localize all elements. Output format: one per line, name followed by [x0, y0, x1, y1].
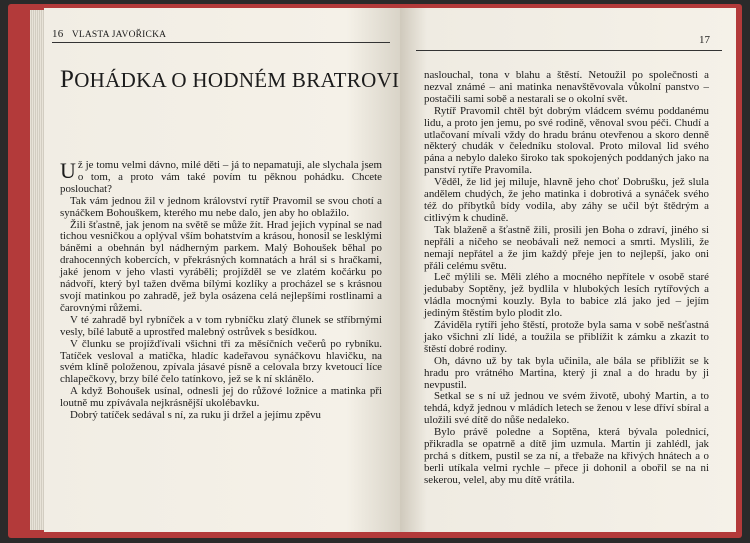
- paragraph: Tak blaženě a šťastně žili, prosili jen Boha o zdraví, jiného si nepřáli a ničeho se neobávali než nemoci a smrti. Myslili, že nemají nepřátel a že jim každý přeje jen to nejlepší, jako oni přáli celému světu.: [424, 223, 709, 272]
- paragraph: Tak vám jednou žil v jednom království rytíř Pravomil se svou chotí a synáčkem Bohouškem, kterého mu nebe dalo, jen aby ho oblažilo.: [60, 194, 382, 219]
- paragraph: A když Bohoušek usínal, odnesli jej do růžové ložnice a matinka při loutně mu zpívávala nejkrásnější ukolébavku.: [60, 385, 382, 410]
- paragraph: Oh, dávno už by tak byla učinila, ale bála se přiblížit se k hradu pro vrátného Martina, který ji znal a do hradu by ji nevpustil.: [424, 354, 709, 391]
- paragraph: Bylo právě poledne a Soptěna, která bývala polednicí, přikradla se opatrně a dítě jim uzmula. Martin ji zahlédl, jak prchá s dítkem, pustil se za ní, a třebaže na křivých hnátech a o berli utíkala velmi rychle – přece ji dohonil a obořil se na ni sekerou, velel, aby mu dítě vrátila.: [424, 426, 709, 486]
- paragraph: V člunku se projížďívali všichni tři za měsíčních večerů po rybníku. Tatíček vesloval a matička, hladíc kadeřavou synáčkovu hlavičku, na svém klíně položenou, zpívala jásavé písně a celovala brzy kvetoucí líce chlapečkovy, brzy bílé čelo tatínkovo, jež se k ní sklánělo.: [60, 337, 382, 386]
- paragraph: Věděl, že lid jej miluje, hlavně jeho choť Dobrušku, jež slula andělem chudých, že jeho matinka i dobrotivá a synáček svého též do příbytků bídy vodila, aby záhy se učil být štědrým a citlivým k chudině.: [424, 176, 709, 224]
- page-edges: [30, 10, 44, 530]
- left-header-rule: [52, 42, 390, 43]
- right-header-rule: [416, 50, 722, 51]
- paragraph: Už je tomu velmi dávno, milé děti – já to nepamatuji, ale slychala jsem o tom, a proto vám také povím tu pěknou pohádku. Chcete poslouchat?: [60, 158, 382, 195]
- chapter-title-initial: P: [60, 66, 75, 93]
- chapter-title-rest: OHÁDKA O HODNÉM BRATROVI: [74, 68, 400, 92]
- left-page-text: [60, 160, 382, 422]
- paragraph: Setkal se s ní už jednou ve svém životě, ubohý Martin, a to tehdá, když jednou v mládích letech se ženou v lese dříví sbíral a uložili své dítě do nůše nedaleko.: [424, 390, 709, 427]
- left-page-number: 16: [52, 28, 64, 40]
- paragraph: Záviděla rytíři jeho štěstí, protože byla sama v sobě nešťastná jako všichni zlí lidé, a toužila se přiblížit k zámku a zkazit to štěstí dobré rodiny.: [424, 319, 709, 355]
- paragraph: naslouchal, tona v blahu a štěstí. Netoužil po společnosti a nezval známé – ani matinka nenavštěvovala vůkolní panstvo – postačili sami sobě a nestarali se o okolní svět.: [424, 69, 709, 105]
- paragraph: Leč mýlili se. Měli zlého a mocného nepřítele v osobě staré jedubaby Soptěny, jež bydlila v hlubokých lesích rytířových a vládla mocnými kouzly. Byla to babice zlá jako jed – jejím jediným štěstím bylo plodit zlo.: [424, 271, 709, 320]
- paragraph: V té zahradě byl rybníček a v tom rybníčku zlatý člunek se stříbrnými vesly, bílé labutě a uprostřed malebný ostrůvek s besídkou.: [60, 313, 382, 338]
- right-page-text: [424, 70, 709, 487]
- right-page-number: 17: [699, 34, 710, 46]
- paragraph: Dobrý tatíček sedával s ní, za ruku ji držel a jejímu zpěvu: [70, 409, 322, 422]
- paragraph: Rytíř Pravomil chtěl být dobrým vládcem svému poddanému lidu, a proto jen jemu, po své rodině, věnoval svou péči. Chudí a utlačovaní mívali vždy do hradu bránu otevřenou a skoro denně některý chudák v čeledníku stoloval. Proto miloval lid svého pána a nebylo daleko široko tak spokojených poddaných jako na panství rytíře Pravomila.: [424, 104, 709, 177]
- drop-cap: U: [60, 158, 76, 183]
- left-running-header: [52, 28, 352, 40]
- paragraph: Žili šťastně, jak jenom na světě se může žít. Hrad jejich vypínal se nad tichou vesničkou a oplýval vším bohatstvím a krásou, honosil se lesklými báněmi a obehnán byl nádherným parkem. Malý Bohoušek běhal po drahocenných kobercích, v překrásných komnatách a hrál si s hračkami, jaké jenom v jeho vlasti vyráběli; projížděl se ve zlatém kočárku po nádvoří, který byl tažen dvěma bílými kozlíky a procházel se s krásnou svojí matinkou po zahradě, jež byla osázena celá nejlepšími rostlinami a čarovnými růžemi.: [60, 218, 382, 314]
- author-name: VLASTA JAVOŘICKA: [71, 30, 167, 40]
- chapter-title: [60, 66, 399, 94]
